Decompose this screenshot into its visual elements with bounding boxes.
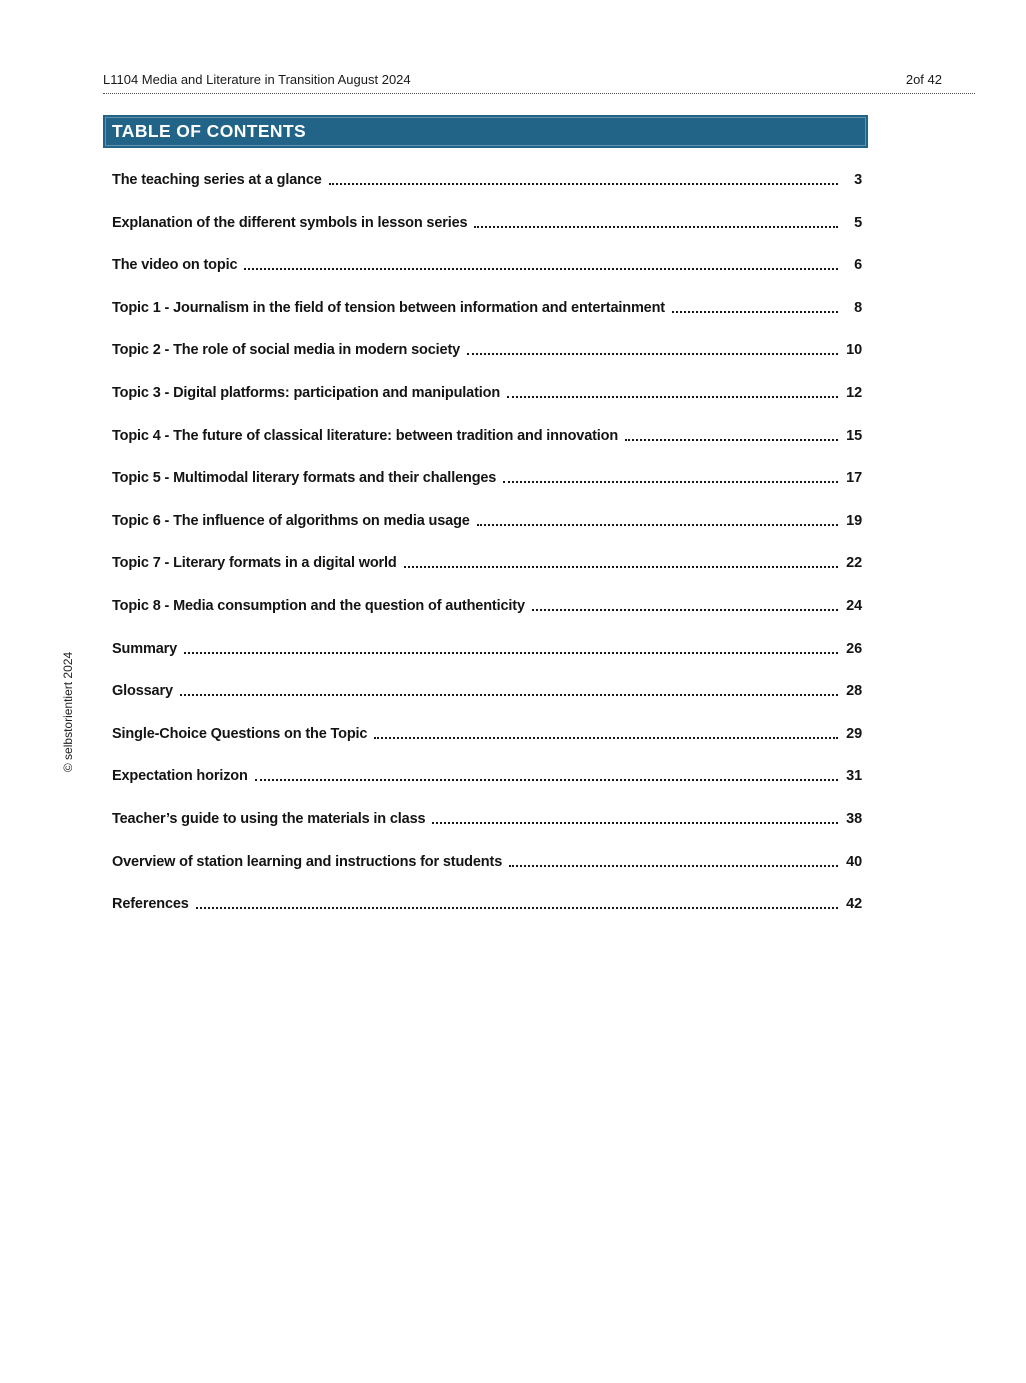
toc-entry[interactable] [112, 555, 862, 572]
toc-title: TABLE OF CONTENTS [112, 121, 307, 141]
toc-dot-leader [255, 779, 838, 781]
toc-entry-page: 31 [846, 768, 862, 785]
toc-entry-label: Explanation of the different symbols in lesson series [112, 214, 468, 231]
toc-dot-leader [474, 226, 838, 228]
toc-entry-page: 15 [846, 427, 862, 444]
toc-dot-leader [507, 396, 838, 398]
toc-dot-leader [196, 907, 838, 909]
toc-entry-page: 24 [846, 597, 862, 614]
toc-entry-page: 6 [854, 257, 862, 274]
toc-dot-leader [374, 737, 838, 739]
toc-dot-leader [672, 311, 838, 313]
toc-entry-page: 26 [846, 640, 862, 657]
toc-dot-leader [404, 566, 838, 568]
toc-entry[interactable] [112, 641, 862, 658]
toc-entry-page: 3 [854, 172, 862, 188]
toc-dot-leader [180, 694, 838, 696]
toc-entry-page: 40 [846, 853, 862, 870]
toc-entry-label: Topic 5 - Multimodal literary formats and their challenges [112, 470, 497, 487]
header-document-title: L1104 Media and Literature in Transition August 2024 [103, 72, 411, 87]
copyright-sidenote: © selbstorientiert 2024 [61, 651, 75, 773]
toc-entry-label: The teaching series at a glance [112, 172, 322, 188]
toc-entry-page: 29 [846, 725, 862, 742]
toc-dot-leader [625, 439, 838, 441]
toc-entry-label: Topic 2 - The role of social media in modern society [112, 342, 461, 359]
toc-dot-leader [532, 609, 838, 611]
header-page-indicator: 2of 42 [905, 72, 942, 87]
toc-entry[interactable] [112, 300, 862, 317]
toc-title-bar [103, 115, 868, 148]
toc-entry-label: Topic 1 - Journalism in the field of tension between information and entertainment [112, 299, 665, 316]
toc-dot-leader [184, 652, 838, 654]
toc-entry[interactable] [112, 342, 862, 359]
toc-entry-page: 22 [846, 555, 862, 572]
toc-entry[interactable] [112, 854, 862, 871]
toc-entry-label: Overview of station learning and instructions for students [112, 853, 503, 870]
toc-entry-label: Glossary [112, 683, 173, 700]
toc-entry-page: 12 [846, 384, 862, 401]
toc-entry[interactable] [112, 215, 862, 232]
toc-entry[interactable] [112, 726, 862, 743]
toc-entry-label: References [112, 896, 189, 913]
toc-entry[interactable] [112, 385, 862, 402]
toc-entry[interactable] [112, 811, 862, 828]
page-header [103, 72, 975, 94]
toc-entry-label: Single-Choice Questions on the Topic [112, 725, 368, 742]
toc-entry[interactable] [112, 896, 862, 913]
toc-dot-leader [467, 353, 838, 355]
toc-entry[interactable] [112, 428, 862, 445]
toc-entry[interactable] [112, 683, 862, 700]
toc-entry[interactable] [112, 598, 862, 615]
toc-entry[interactable] [112, 470, 862, 487]
toc-entry-page: 5 [854, 214, 862, 231]
toc-entry-page: 19 [846, 512, 862, 529]
toc-entry[interactable] [112, 513, 862, 530]
toc-entry[interactable] [112, 768, 862, 785]
toc-entry-label: Expectation horizon [112, 768, 248, 785]
toc-entry-page: 8 [854, 299, 862, 316]
toc-entry-label: Topic 3 - Digital platforms: participation and manipulation [112, 384, 501, 401]
toc-entry-label: Summary [112, 640, 178, 657]
toc-entry[interactable] [112, 172, 862, 189]
toc-dot-leader [244, 268, 838, 270]
toc-entry-page: 42 [846, 896, 862, 913]
toc-entry-page: 38 [846, 810, 862, 827]
toc-entry-page: 10 [846, 342, 862, 359]
toc-entry-label: Teacher’s guide to using the materials in class [112, 810, 426, 827]
toc-dot-leader [329, 183, 838, 185]
toc-entry-label: Topic 8 - Media consumption and the question of authenticity [112, 597, 525, 614]
toc-entry-label: Topic 6 - The influence of algorithms on media usage [112, 512, 470, 529]
toc-entry-page: 17 [846, 470, 862, 487]
toc-dot-leader [432, 822, 838, 824]
toc-entry-label: Topic 4 - The future of classical literature: between tradition and innovation [112, 427, 619, 444]
toc-dot-leader [477, 524, 838, 526]
toc-list [112, 172, 862, 939]
toc-entry-page: 28 [846, 683, 862, 700]
toc-entry[interactable] [112, 257, 862, 274]
toc-dot-leader [503, 481, 838, 483]
toc-entry-label: Topic 7 - Literary formats in a digital world [112, 555, 397, 572]
toc-dot-leader [509, 865, 838, 867]
toc-entry-label: The video on topic [112, 257, 238, 274]
